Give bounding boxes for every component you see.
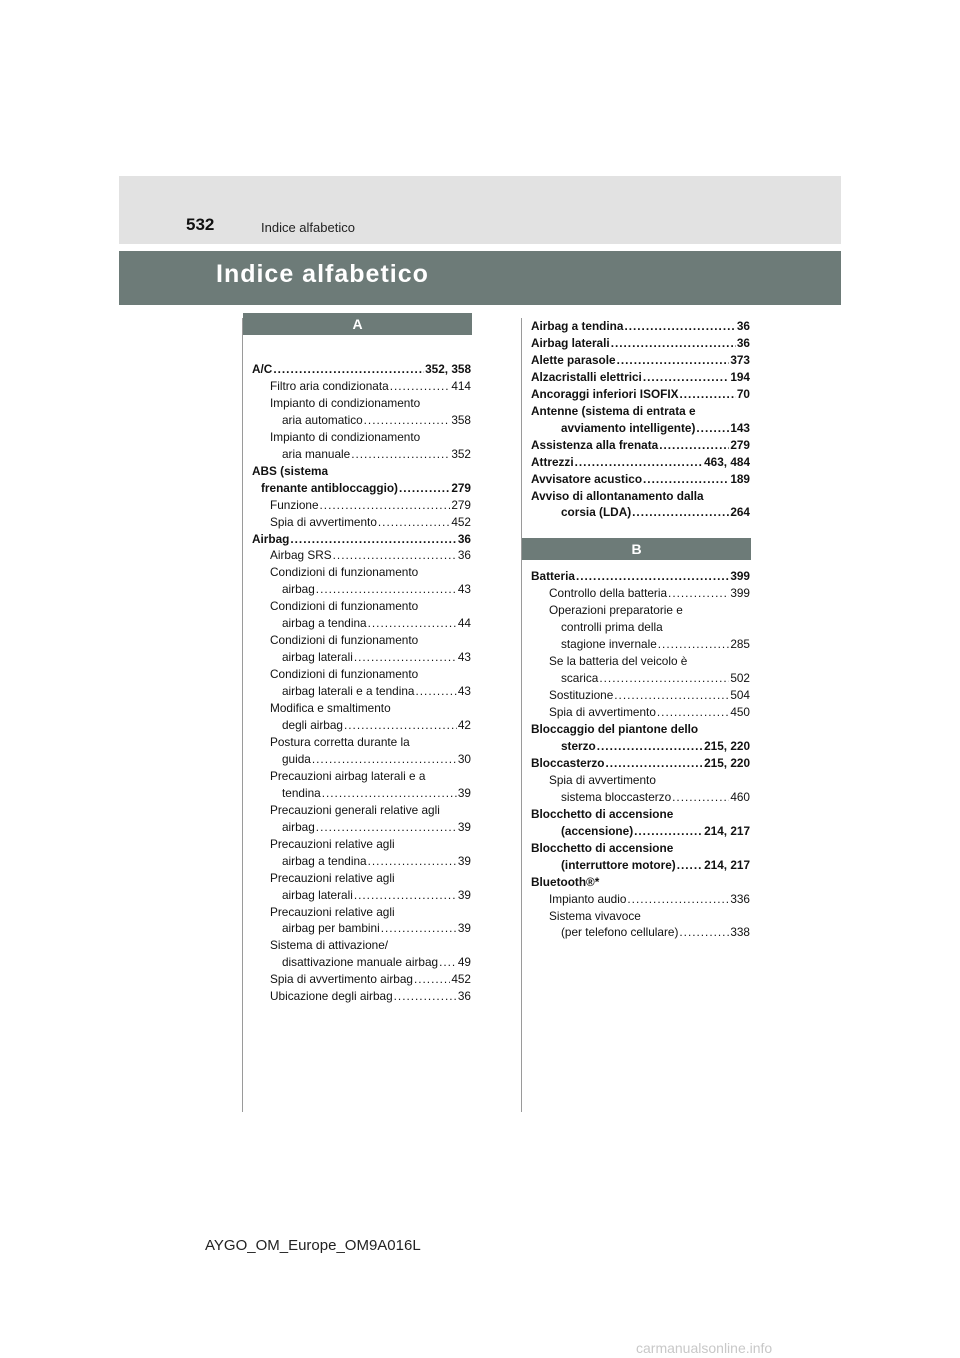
leader-dots [668,585,729,602]
index-entry-term: tendina [282,785,321,800]
index-entry-page: 279 [451,480,471,495]
index-entry-term: Avviso di allontanamento dalla [531,488,704,503]
index-entry-term: Condizioni di funzionamento [270,667,419,682]
index-entry-term: guida [282,751,311,766]
leader-dots [627,891,729,908]
index-entry-term: Airbag SRS [270,548,332,563]
index-entry-page: 399 [730,569,750,584]
leader-dots [696,420,729,437]
leader-dots [614,687,729,704]
index-entry [531,504,750,521]
index-entry-page: 352, 358 [425,362,471,376]
leader-dots [273,361,424,378]
index-entry-page: 49 [457,955,471,970]
index-entry-term: airbag [282,819,315,834]
index-entry [252,598,471,615]
index-entry [531,636,750,653]
index-entry-term: (accensione) [561,823,634,838]
index-entry-term: Avvisatore acustico [531,471,643,486]
index-column-left [243,313,472,1005]
index-entry [252,734,471,751]
index-entry-term: Bluetooth®* [531,874,600,889]
index-entry-term: (interruttore motore) [561,857,676,872]
index-entry-page: 39 [457,785,471,800]
index-entry-term: Operazioni preparatorie e [549,603,683,618]
index-entry [531,721,750,738]
leader-dots [322,785,457,802]
index-entry [531,840,750,857]
index-entry-page: 373 [730,352,750,367]
index-entry-page: 36 [457,548,471,563]
index-entry [531,318,750,335]
leader-dots [643,471,729,488]
index-entry-term: Alette parasole [531,352,616,367]
index-entry-page: 39 [457,853,471,868]
index-entry-page: 30 [457,751,471,766]
leader-dots [679,924,729,941]
leader-dots [364,412,451,429]
index-entry-term: sistema bloccasterzo [561,789,672,804]
index-entry [252,700,471,717]
leader-dots [344,717,457,734]
index-entry-term: Bloccaggio del piantone dello [531,722,699,737]
leader-dots [599,670,729,687]
header-band [119,176,841,244]
index-entry [531,602,750,619]
index-entries-a [243,361,472,1005]
index-entry-term: Sistema di attivazione/ [270,938,389,953]
index-entry-term: Airbag laterali [531,335,610,350]
index-entry-term: Impianto audio [549,891,627,906]
index-entry [252,581,471,598]
index-entry-term: Batteria [531,569,575,584]
index-entry [531,738,750,755]
index-entry [252,683,471,700]
index-entry-term: (per telefono cellulare) [561,925,679,940]
leader-dots [354,887,457,904]
index-entry-term: airbag a tendina [282,616,367,631]
index-entry [531,772,750,789]
leader-dots [316,819,457,836]
index-entry-term: airbag per bambini [282,921,380,936]
index-entry-page: 352 [451,446,471,461]
index-entry [252,954,471,971]
leader-dots [320,497,451,514]
index-entry-term: Blocchetto di accensione [531,840,674,855]
index-entry [531,891,750,908]
index-entry-page: 279 [730,437,750,452]
index-entry [531,924,750,941]
leader-dots [679,386,735,403]
leader-dots [439,954,457,971]
index-entry-term: Ubicazione degli airbag [270,989,393,1004]
index-entry-page: 504 [730,688,750,703]
leader-dots [624,318,735,335]
index-entry-term: Alzacristalli elettrici [531,369,642,384]
index-entry [252,615,471,632]
index-entry-term: scarica [561,671,599,686]
index-entry-term: Airbag [252,531,290,546]
index-entry-term: Postura corretta durante la [270,734,410,749]
index-entry [252,887,471,904]
index-entry-page: 42 [457,718,471,733]
index-entry-term: A/C [252,362,273,376]
index-entry [531,857,750,874]
index-entry-page: 502 [730,671,750,686]
index-entry [531,454,750,471]
index-entry [252,429,471,446]
index-entry-page: 450 [730,705,750,720]
header-section-label: Indice alfabetico [261,220,355,235]
index-entry-page: 452 [451,514,471,529]
index-column-right [522,318,751,941]
index-entry [531,823,750,840]
index-entry-term: airbag laterali e a tendina [282,684,415,699]
index-entry-page: 452 [451,972,471,987]
index-entry [531,352,750,369]
index-entry-term: Bloccasterzo [531,755,605,770]
index-entry-term: Precauzioni relative agli [270,904,395,919]
index-entry [531,687,750,704]
index-entry [252,463,471,480]
leader-dots [643,369,730,386]
leader-dots [333,547,457,564]
index-entry-page: 143 [730,420,750,435]
index-entry [531,789,750,806]
index-entry-page: 214, 217 [704,857,750,872]
index-entry [252,785,471,802]
index-entry [252,564,471,581]
index-entry-term: degli airbag [282,718,343,733]
index-entry-page: 43 [457,684,471,699]
index-entry-term: stagione invernale [561,637,657,652]
index-entry-page: 70 [736,386,750,401]
index-entry-term: Funzione [270,497,319,512]
index-entry [531,755,750,772]
index-entry [531,488,750,505]
leader-dots [617,352,730,369]
index-entry-term: airbag a tendina [282,853,367,868]
leader-dots [659,437,729,454]
index-entry-term: frenante antibloccaggio) [261,480,398,495]
index-entry [252,717,471,734]
index-entries-a-continued [522,318,751,521]
leader-dots [351,446,450,463]
index-entry-term: Filtro aria condizionata [270,378,389,393]
leader-dots [672,789,729,806]
leader-dots [575,454,703,471]
index-entry [252,547,471,564]
index-entry [252,378,471,395]
index-entry [252,802,471,819]
leader-dots [605,755,703,772]
index-entry [531,403,750,420]
index-entry [252,361,471,378]
leader-dots [597,738,703,755]
leader-dots [390,378,451,395]
index-entry [531,874,750,891]
index-entry [252,988,471,1005]
index-entry [531,568,750,585]
index-entry [252,853,471,870]
index-entry [252,819,471,836]
leader-dots [312,751,457,768]
index-entry [252,836,471,853]
watermark-link: carmanualsonline.info [636,1340,773,1356]
index-entry-term: disattivazione manuale airbag [282,955,439,970]
index-entry-term: corsia (LDA) [561,505,632,520]
index-entry-term: Blocchetto di accensione [531,806,674,821]
index-entry-page: 215, 220 [704,755,750,770]
index-entry-term: airbag [282,582,315,597]
index-entry-page: 36 [457,531,471,546]
index-entry [531,585,750,602]
index-entry [531,619,750,636]
index-entry-page: 36 [457,989,471,1004]
index-entry-term: Condizioni di funzionamento [270,633,419,648]
index-entry [531,420,750,437]
index-entry-page: 43 [457,650,471,665]
index-entry-term: aria manuale [282,446,351,461]
index-entry-page: 36 [736,319,750,333]
leader-dots [378,514,450,531]
index-entry-term: airbag laterali [282,887,353,902]
leader-dots [632,504,729,521]
index-entry-term: Spia di avvertimento [549,705,656,720]
leader-dots [354,649,457,666]
index-entry-page: 279 [451,497,471,512]
leader-dots [316,581,457,598]
document-code: AYGO_OM_Europe_OM9A016L [205,1237,421,1254]
leader-dots [415,683,456,700]
leader-dots [658,636,730,653]
leader-dots [381,920,457,937]
index-entry [252,395,471,412]
index-entry [531,335,750,352]
index-entry-term: Precauzioni generali relative agli [270,802,440,817]
index-entry-term: Condizioni di funzionamento [270,565,419,580]
leader-dots [368,853,457,870]
index-entry-page: 39 [457,921,471,936]
leader-dots [576,568,729,585]
index-entry-page: 39 [457,887,471,902]
index-entry-page: 44 [457,616,471,631]
leader-dots [394,988,457,1005]
index-entry-term: Modifica e smaltimento [270,701,391,716]
index-entry-page: 463, 484 [704,454,750,469]
index-entry-term: Attrezzi [531,454,574,469]
index-entry-term: controlli prima della [561,620,663,635]
index-entry [531,653,750,670]
index-entry-term: Spia di avvertimento [549,772,656,787]
index-entry [531,369,750,386]
letter-heading-a: A [243,313,472,335]
index-entry-page: 285 [730,637,750,652]
leader-dots [611,335,736,352]
index-entry [531,471,750,488]
index-entry-page: 460 [730,789,750,804]
index-entry-page: 358 [451,412,471,427]
index-entry [252,446,471,463]
index-entry [252,666,471,683]
index-entry-term: Spia di avvertimento [270,514,377,529]
index-entry-term: Condizioni di funzionamento [270,599,419,614]
index-entry [531,806,750,823]
index-entry [531,908,750,925]
index-entry [252,497,471,514]
index-entry-term: airbag laterali [282,650,353,665]
index-entry-term: avviamento intelligente) [561,420,696,435]
index-entry-page: 336 [730,891,750,906]
index-entry-page: 214, 217 [704,823,750,838]
index-entry-page: 189 [730,471,750,486]
index-entry [252,632,471,649]
index-entry-term: sterzo [561,738,596,753]
leader-dots [290,531,457,548]
index-entry [252,412,471,429]
index-entry [252,920,471,937]
index-entry-term: Precauzioni relative agli [270,870,395,885]
index-entry-page: 194 [730,369,750,384]
index-entry [531,670,750,687]
index-entry-term: Se la batteria del veicolo è [549,654,688,669]
index-entry-page: 39 [457,819,471,834]
index-entry-term: ABS (sistema [252,463,329,478]
leader-dots [414,971,450,988]
index-entry [252,514,471,531]
index-entry-page: 264 [730,505,750,520]
index-entry [252,480,471,497]
index-entry-term: Ancoraggi inferiori ISOFIX [531,386,679,401]
page-number: 532 [186,215,215,234]
index-entry-term: Assistenza alla frenata [531,437,659,452]
index-entry-page: 215, 220 [704,738,750,753]
leader-dots [399,480,450,497]
index-entries-b [522,568,751,941]
index-entry [252,904,471,921]
index-entry-page: 338 [730,925,750,940]
index-entry-term: aria automatico [282,412,363,427]
index-entry [252,649,471,666]
index-entry [531,437,750,454]
index-entry [252,870,471,887]
index-entry [252,768,471,785]
letter-heading-b: B [522,538,751,560]
index-entry-term: Impianto di condizionamento [270,429,421,444]
index-entry [531,704,750,721]
index-entry [531,386,750,403]
leader-dots [368,615,457,632]
leader-dots [634,823,703,840]
index-entry-term: Precauzioni relative agli [270,836,395,851]
index-entry [252,937,471,954]
index-entry-term: Impianto di condizionamento [270,395,421,410]
index-entry-term: Airbag a tendina [531,319,624,333]
index-entry [252,531,471,548]
leader-dots [677,857,703,874]
index-entry-page: 43 [457,582,471,597]
index-entry-page: 414 [451,378,471,393]
index-entry-term: Controllo della batteria [549,586,668,601]
index-entry-term: Sistema vivavoce [549,908,641,923]
index-entry-page: 36 [736,335,750,350]
index-entry [252,751,471,768]
index-entry-term: Antenne (sistema di entrata e [531,403,696,418]
page-title: Indice alfabetico [216,260,429,288]
index-entry-term: Spia di avvertimento airbag [270,972,413,987]
index-entry [252,971,471,988]
leader-dots [657,704,729,721]
index-entry-term: Sostituzione [549,688,614,703]
index-entry-page: 399 [730,586,750,601]
index-entry-term: Precauzioni airbag laterali e a [270,768,426,783]
